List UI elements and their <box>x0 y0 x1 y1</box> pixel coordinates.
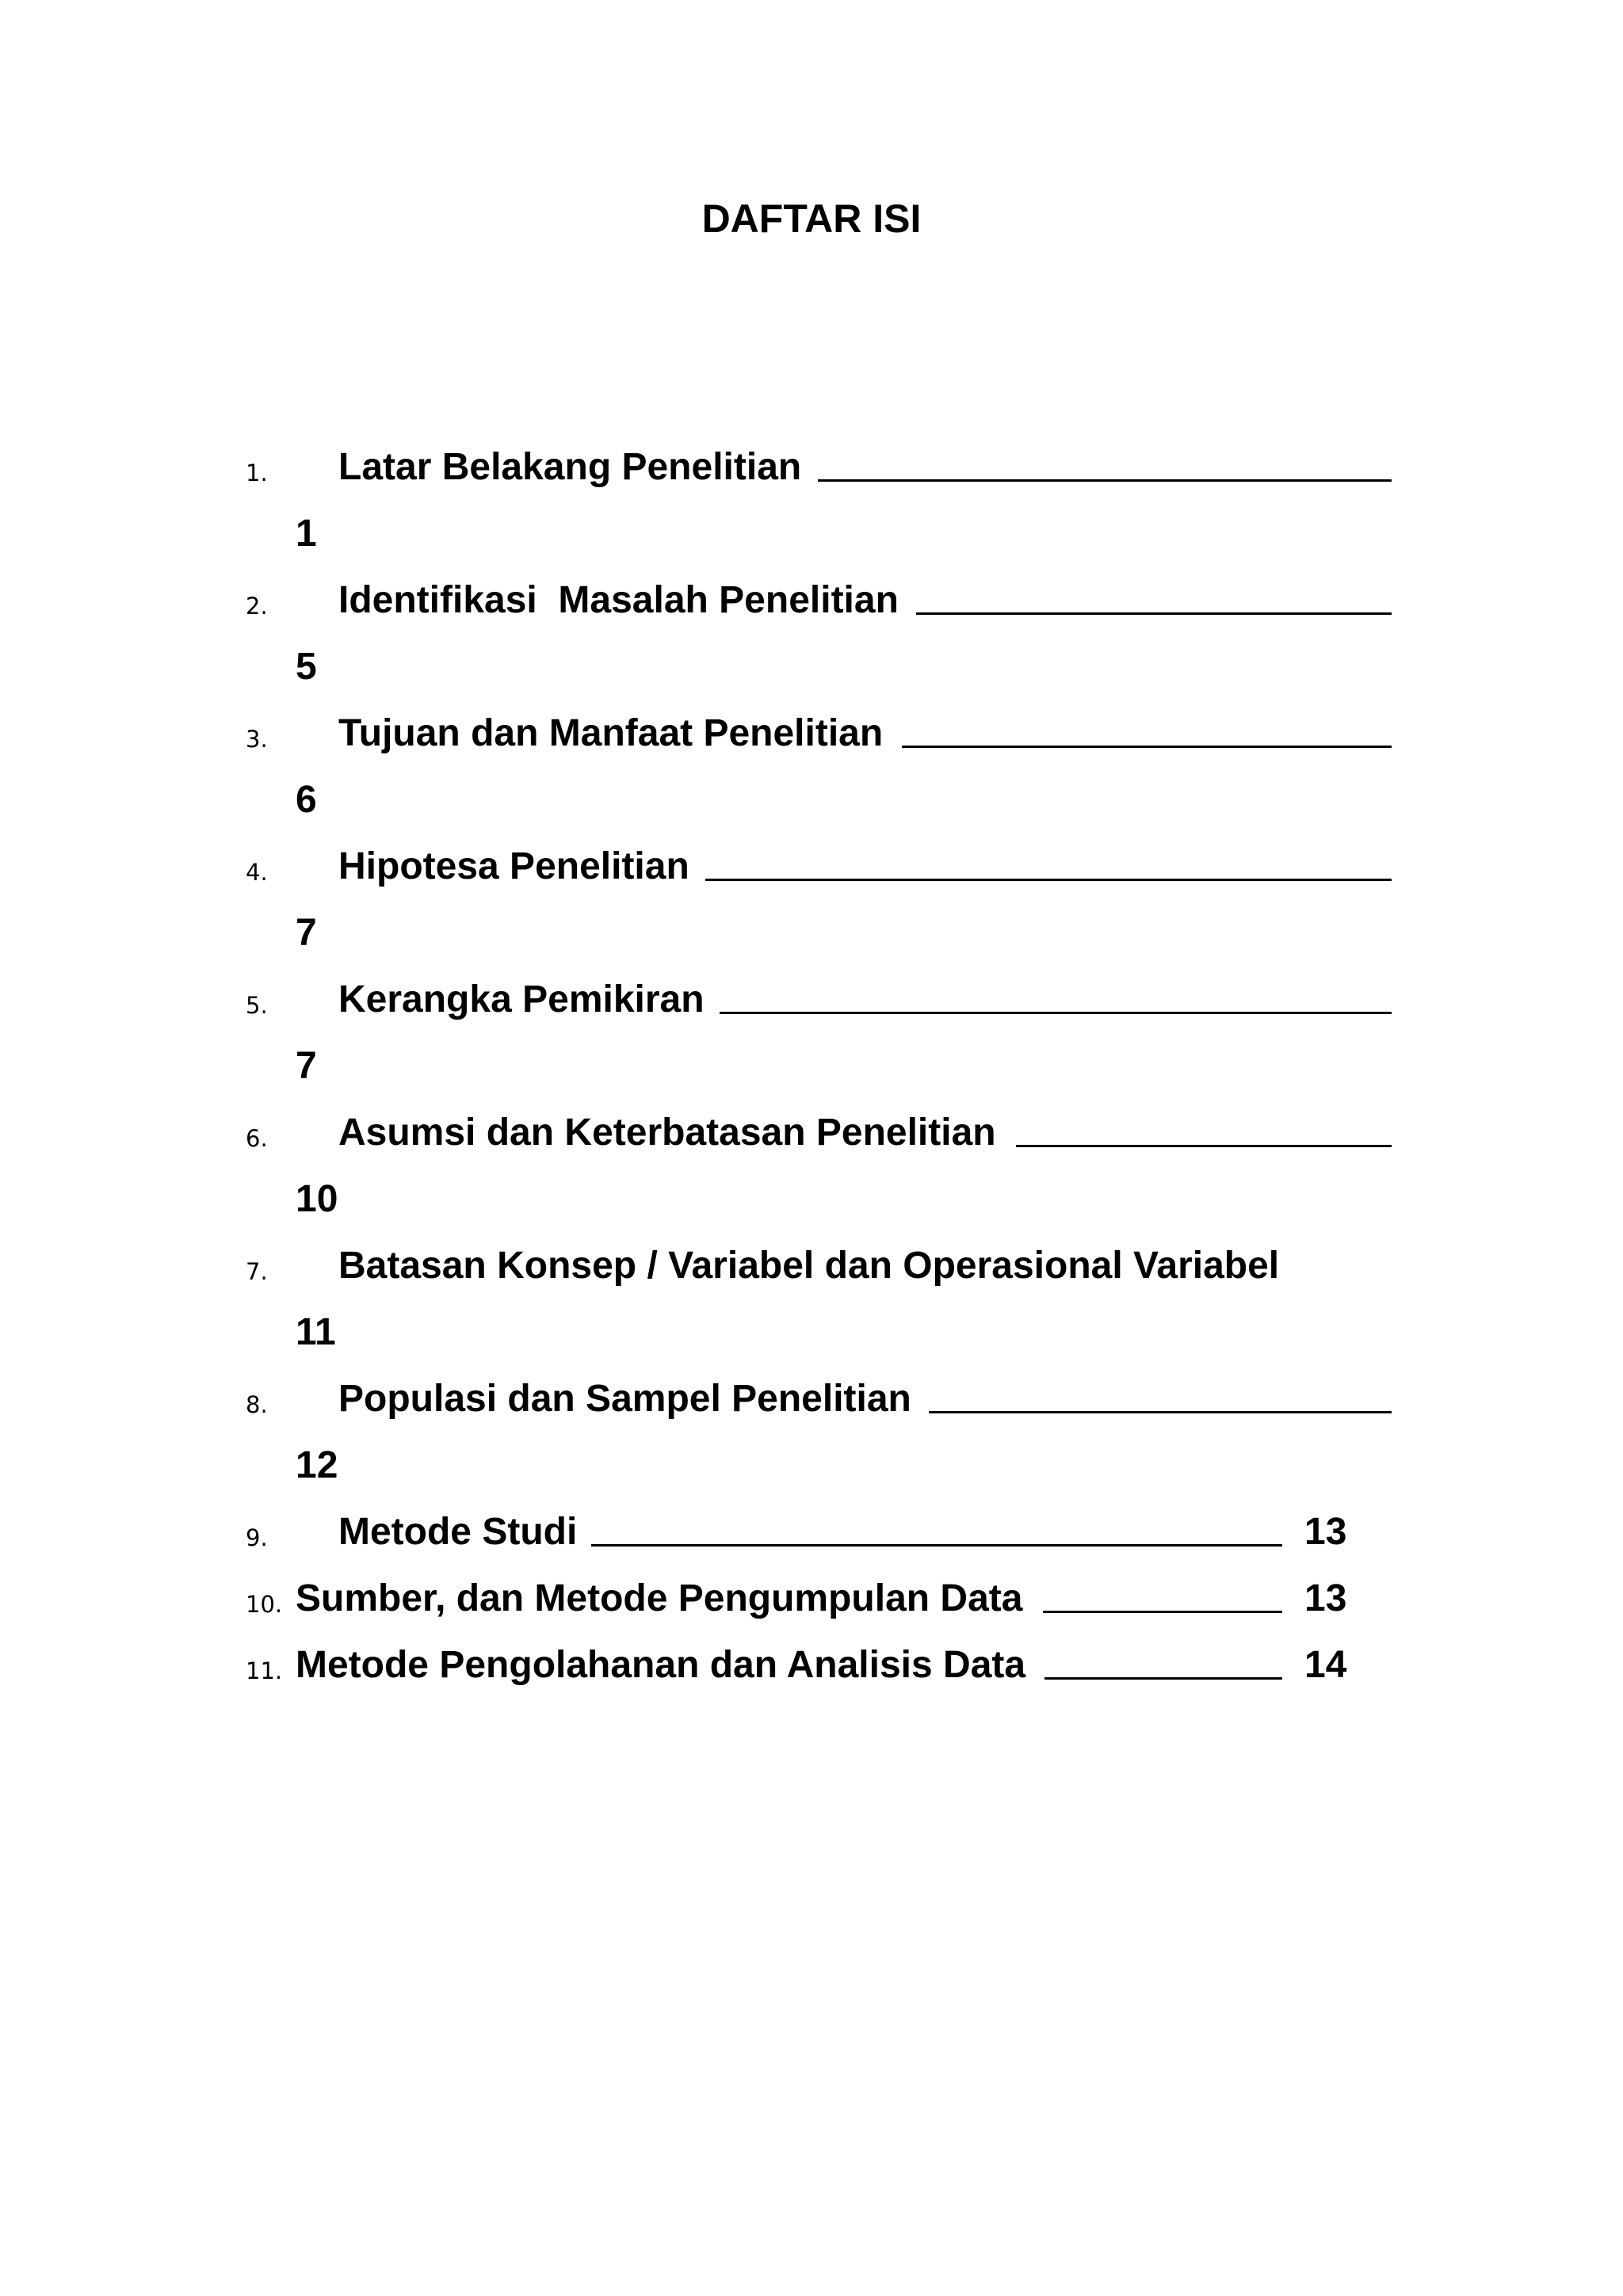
toc-entry-label: Sumber, dan Metode Pengumpulan Data <box>296 1577 1023 1619</box>
toc-entry-number: 10. <box>246 1591 283 1618</box>
toc-entry-page: 10 <box>296 1178 338 1220</box>
toc-entry-number: 9. <box>246 1524 268 1551</box>
toc-entry-page: 6 <box>296 779 317 821</box>
toc-entry <box>0 561 1623 627</box>
toc-entry <box>0 1226 1623 1293</box>
toc-entry-number: 11. <box>246 1657 283 1684</box>
toc-entry-number: 8. <box>246 1391 268 1418</box>
toc-entry-label: Metode Pengolahanan dan Analisis Data <box>296 1644 1026 1686</box>
toc-entry-label: Identifikasi Masalah Penelitian <box>338 579 899 621</box>
toc-leader-line <box>720 1012 1392 1014</box>
toc-leader-line <box>1044 1677 1282 1680</box>
toc-entry-page: 12 <box>296 1444 338 1486</box>
toc-entry <box>0 1360 1623 1426</box>
toc-entry-label: Latar Belakang Penelitian <box>338 446 802 488</box>
toc-entry-number: 7. <box>246 1258 268 1285</box>
toc-leader-line <box>705 879 1392 881</box>
toc-entry-label: Metode Studi <box>338 1511 578 1553</box>
toc-entry-page: 11 <box>296 1311 336 1353</box>
toc-entry-number: 4. <box>246 859 268 886</box>
toc-entry-page: 1 <box>296 513 317 555</box>
toc-entry <box>0 1559 1623 1626</box>
toc-entry-page: 13 <box>1304 1577 1347 1619</box>
toc-entry-page: 13 <box>1304 1511 1347 1553</box>
toc-entry <box>0 1493 1623 1559</box>
toc-leader-line <box>1043 1611 1282 1613</box>
toc-leader-line <box>818 479 1392 482</box>
toc-entry <box>0 694 1623 761</box>
toc-entry-page-line <box>0 1426 1623 1493</box>
toc-entry-page-line <box>0 627 1623 694</box>
toc-leader-line <box>1016 1145 1392 1147</box>
toc-entry-label: Tujuan dan Manfaat Penelitian <box>338 712 884 754</box>
toc-entry-label: Kerangka Pemikiran <box>338 978 705 1020</box>
toc-entry-number: 1. <box>246 460 268 486</box>
toc-entry-label: Hipotesa Penelitian <box>338 845 689 887</box>
toc-entry-label: Asumsi dan Keterbatasan Penelitian <box>338 1112 996 1154</box>
toc-entry-page-line <box>0 761 1623 827</box>
toc-entry-page: 5 <box>296 646 317 688</box>
toc-entry <box>0 1626 1623 1692</box>
toc-entry-page-line <box>0 894 1623 960</box>
toc-entry-label: Batasan Konsep / Variabel dan Operasional Variabel <box>338 1245 1280 1287</box>
toc-entry-page: 14 <box>1304 1644 1347 1686</box>
toc-entry <box>0 1093 1623 1160</box>
toc-entry-page: 7 <box>296 912 317 954</box>
toc-entry <box>0 960 1623 1027</box>
page-title: DAFTAR ISI <box>701 196 922 241</box>
toc-entry-page: 7 <box>296 1045 317 1087</box>
toc-entry-number: 2. <box>246 593 268 620</box>
toc-entry-page-line <box>0 1293 1623 1360</box>
toc-leader-line <box>902 746 1392 748</box>
toc-entry <box>0 827 1623 894</box>
toc-entry <box>0 428 1623 494</box>
toc-entry-number: 6. <box>246 1125 268 1152</box>
toc-entry-page-line <box>0 1027 1623 1093</box>
toc-entry-page-line <box>0 1160 1623 1226</box>
toc-leader-line <box>929 1411 1392 1413</box>
toc-entry-label: Populasi dan Sampel Penelitian <box>338 1378 911 1420</box>
toc-entry-page-line <box>0 494 1623 561</box>
toc-entry-number: 5. <box>246 992 268 1019</box>
toc-leader-line <box>591 1544 1282 1547</box>
toc-entry-number: 3. <box>246 726 268 753</box>
toc-leader-line <box>916 612 1392 615</box>
